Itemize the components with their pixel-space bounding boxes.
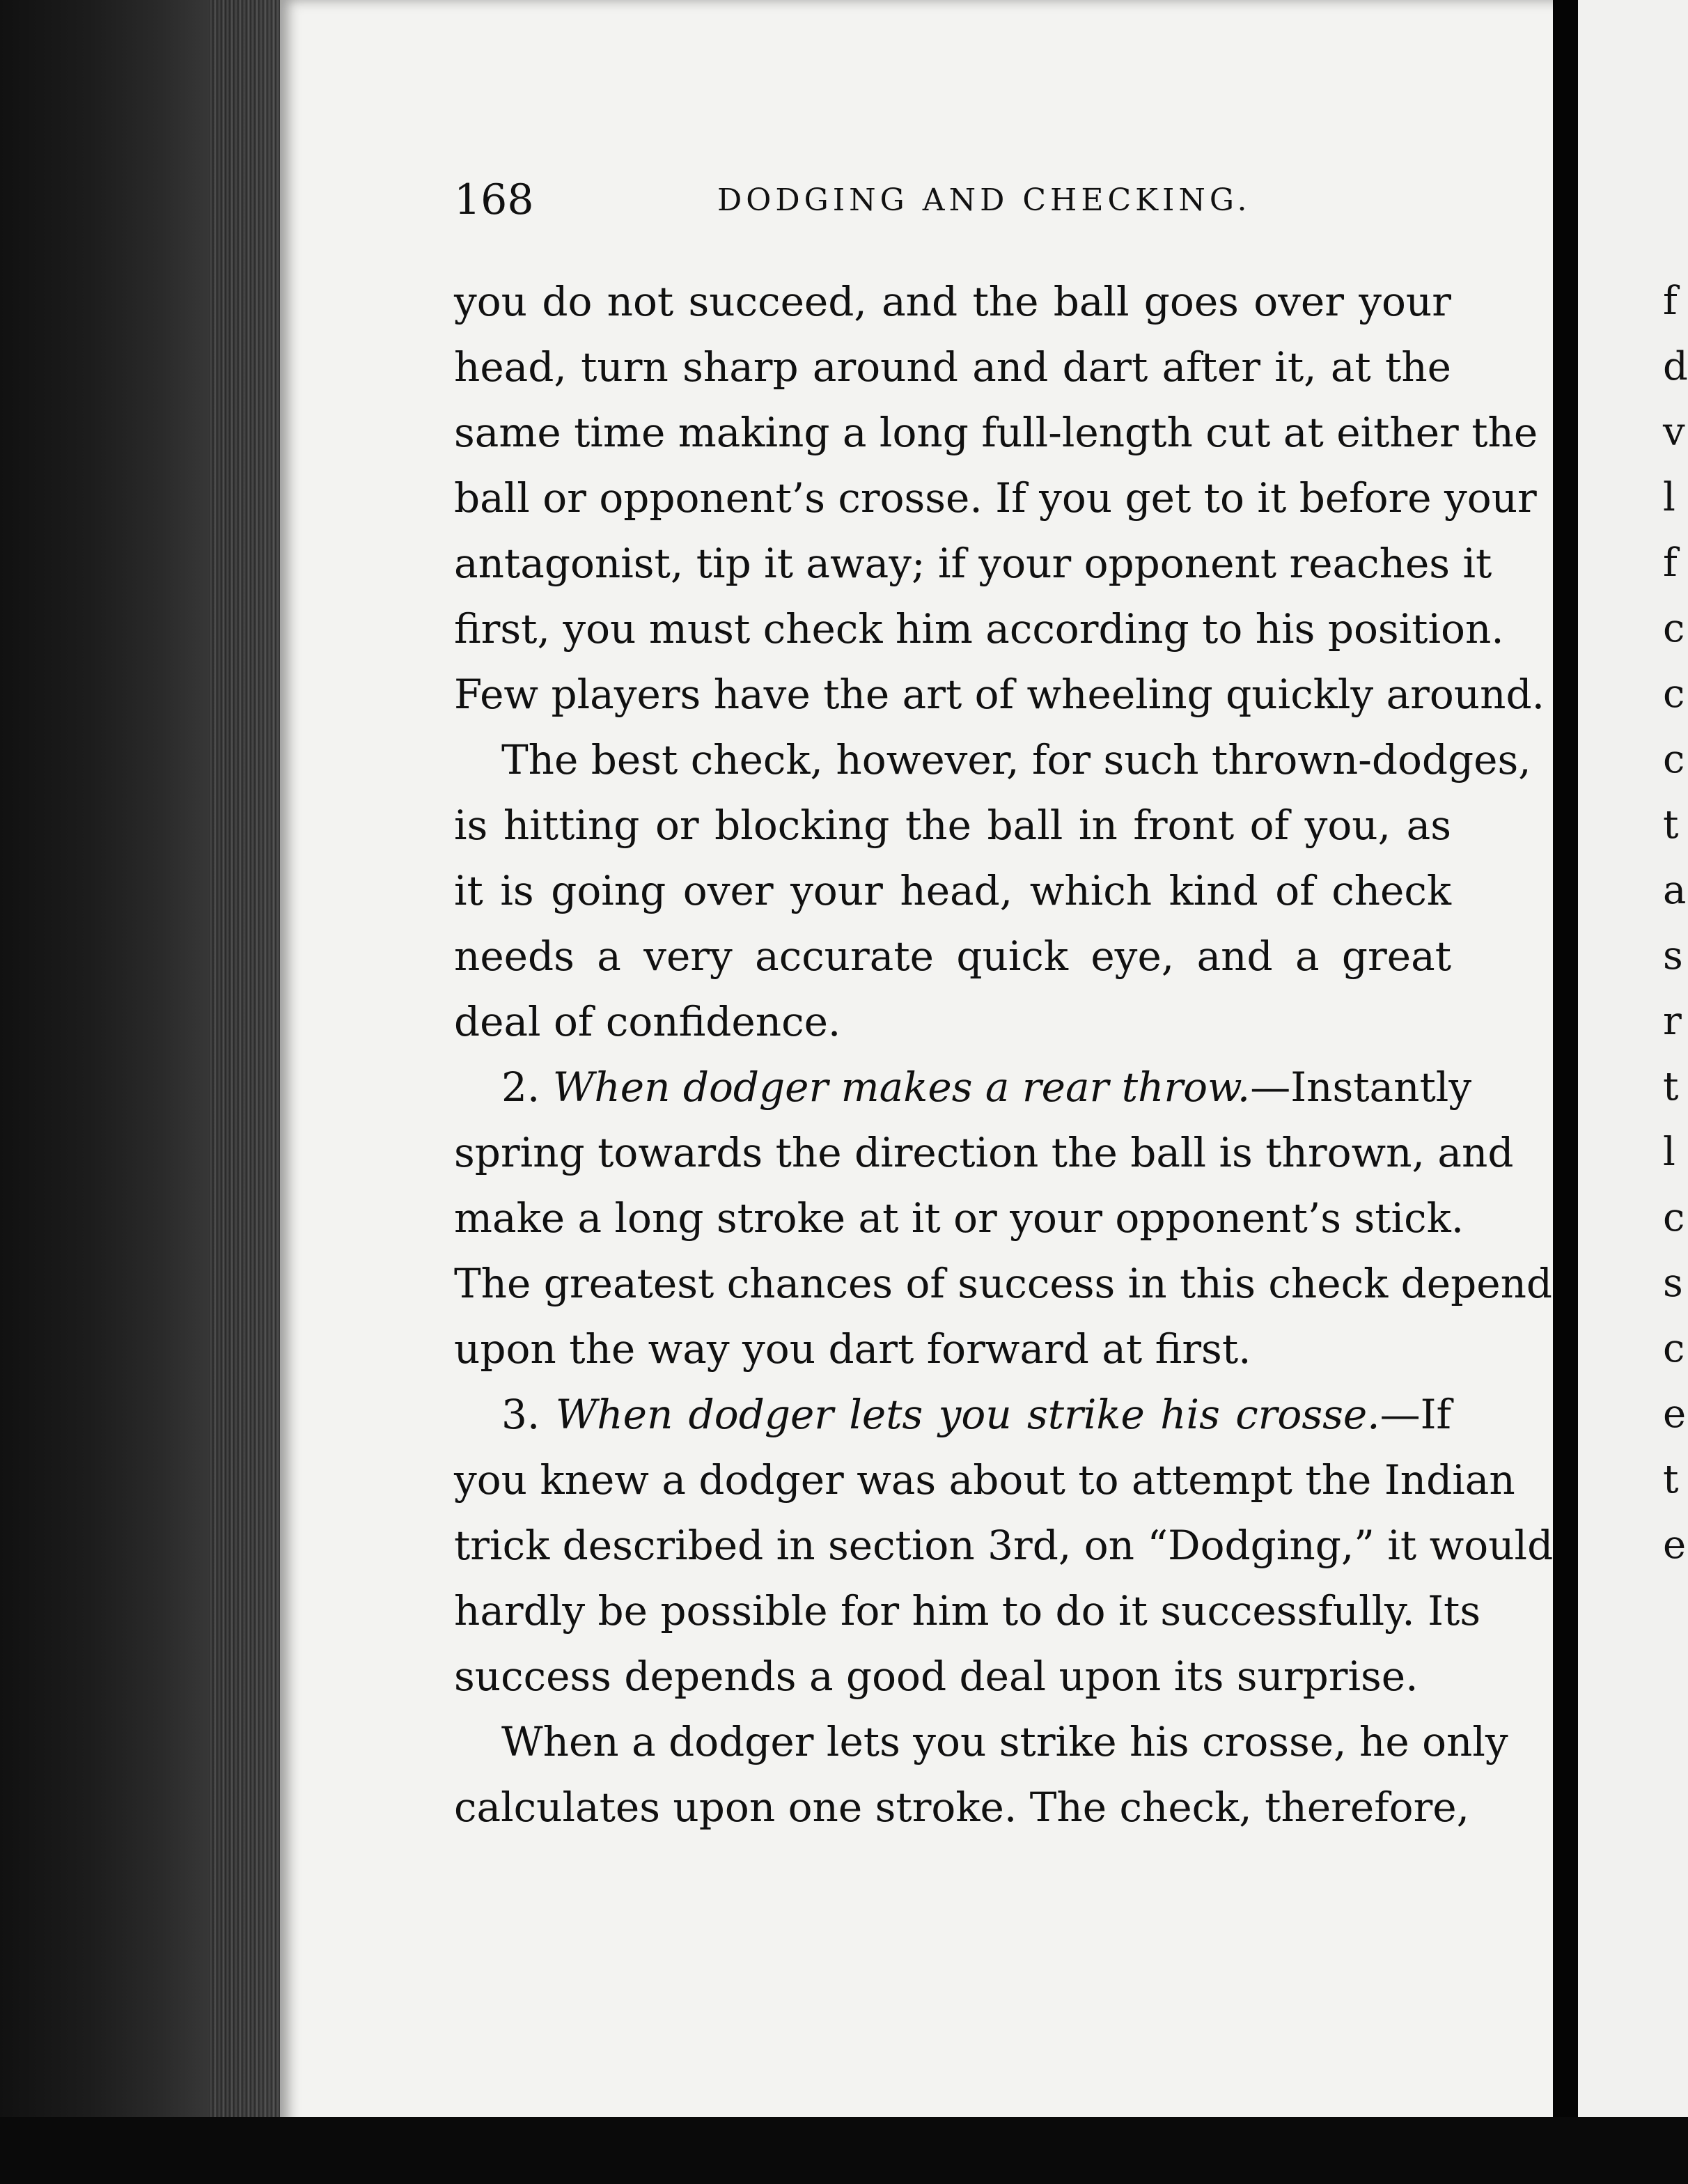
facing-letter: t [1663, 1064, 1679, 1109]
facing-letter: d [1663, 344, 1688, 389]
running-head: DODGING AND CHECKING. [717, 182, 1251, 218]
facing-page-text-fragments [1663, 269, 1688, 1578]
text-line: The best check, however, for such thrown-dodges, [501, 736, 1531, 783]
facing-letter: c [1663, 1195, 1685, 1240]
facing-letter: s [1663, 933, 1683, 978]
facing-letter: a [1663, 868, 1687, 913]
text-line: upon the way you dart forward at first. [454, 1325, 1251, 1373]
facing-letter: c [1663, 1326, 1685, 1371]
facing-letter: c [1663, 671, 1685, 717]
text-line: ball or opponent’s crosse. If you get to it before your [454, 474, 1537, 522]
bottom-background [0, 2117, 1688, 2184]
facing-letter: l [1663, 1130, 1675, 1175]
facing-letter: t [1663, 1457, 1679, 1502]
text-line: needs a very accurate quick eye, and a great [454, 933, 1451, 980]
facing-letter: t [1663, 802, 1679, 848]
facing-letter: e [1663, 1522, 1687, 1568]
text-line: deal of confidence. [454, 998, 841, 1045]
text-run: —If [1380, 1391, 1451, 1438]
text-line: make a long stroke at it or your opponent’s stick. [454, 1194, 1464, 1242]
text-line: hardly be possible for him to do it successfully. Its [454, 1587, 1481, 1635]
facing-letter: c [1663, 606, 1685, 651]
page-header [454, 176, 1450, 231]
text-line: spring towards the direction the ball is thrown, and [454, 1129, 1514, 1176]
text-line: antagonist, tip it away; if your opponent reaches it [454, 540, 1492, 587]
text-line: it is going over your head, which kind of check [454, 867, 1451, 914]
text-run: —Instantly [1250, 1063, 1472, 1111]
facing-letter: f [1663, 540, 1678, 586]
section-number: 2. [501, 1063, 540, 1111]
page-number: 168 [454, 176, 534, 224]
facing-letter: f [1663, 279, 1678, 324]
section-title: When dodger makes a rear throw. [552, 1063, 1251, 1111]
text-line: head, turn sharp around and dart after it, at the [454, 343, 1451, 391]
text-line: is hitting or blocking the ball in front of you, as [454, 802, 1451, 849]
text-line: When a dodger lets you strike his crosse, he only [501, 1718, 1508, 1765]
book-page-edges [209, 0, 286, 2131]
facing-letter: v [1663, 410, 1685, 455]
text-line: The greatest chances of success in this check depend [454, 1260, 1553, 1307]
text-line: same time making a long full-length cut at either the [454, 409, 1538, 456]
section-title: When dodger lets you strike his crosse. [555, 1391, 1380, 1438]
section-number: 3. [501, 1391, 540, 1438]
section-heading-line [454, 1382, 1451, 1447]
text-line: trick described in section 3rd, on “Dodging,” it would [454, 1522, 1554, 1569]
body-text [454, 269, 1554, 1840]
text-line: success depends a good deal upon its surprise. [454, 1653, 1419, 1700]
text-line: first, you must check him according to his position. [454, 605, 1504, 653]
facing-letter: l [1663, 475, 1675, 520]
facing-letter: c [1663, 737, 1685, 782]
facing-letter: r [1663, 999, 1682, 1044]
text-line: calculates upon one stroke. The check, therefore, [454, 1784, 1470, 1831]
facing-letter: s [1663, 1261, 1683, 1306]
text-line: you knew a dodger was about to attempt the Indian [454, 1456, 1515, 1504]
text-line: Few players have the art of wheeling quickly around. [454, 671, 1545, 718]
page-gutter [1553, 0, 1578, 2117]
facing-letter: e [1663, 1391, 1687, 1437]
text-line: you do not succeed, and the ball goes over your [454, 278, 1451, 325]
section-heading-line [454, 1054, 1472, 1120]
